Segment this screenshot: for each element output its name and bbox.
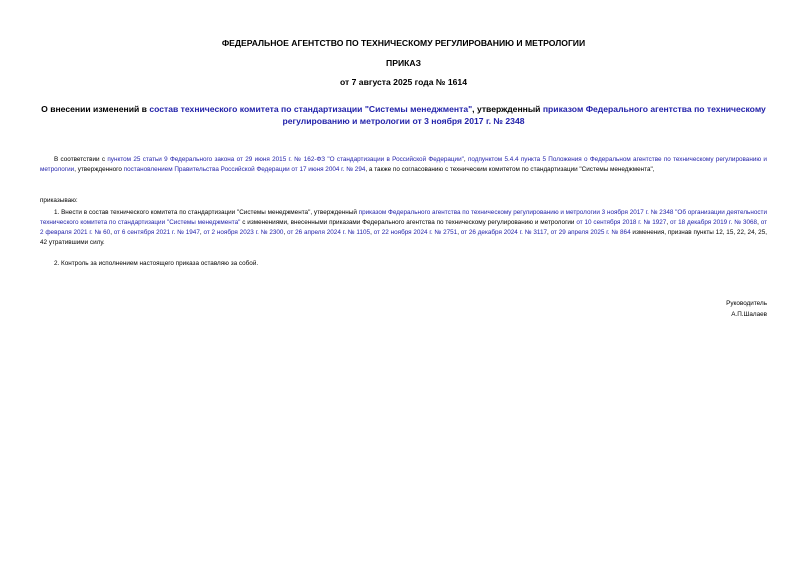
item-text: , <box>757 219 761 227</box>
item-text: , <box>547 229 551 237</box>
agency-heading: ФЕДЕРАЛЬНОЕ АГЕНТСТВО ПО ТЕХНИЧЕСКОМУ РЕГУЛИРОВАНИЮ И МЕТРОЛОГИИ <box>221 38 586 48</box>
signature-name: А.П.Шалаев <box>731 311 767 318</box>
basis-text: , а также по согласованию с техническим комитетом по стандартизации "Системы менеджмента", <box>365 166 655 174</box>
order-2348-link[interactable]: приказом Федерального агентства по техническому регулированию и метрологии от 3 ноября 2017 г. № 2348 <box>282 104 766 126</box>
order-item-1 <box>40 208 767 248</box>
item-text: , <box>199 229 204 237</box>
amendment-link-1105[interactable]: от 26 апреля 2024 г. № 1105 <box>287 229 371 237</box>
item-text: 1. Внести в состав технического комитета по стандартизации "Системы менеджмента", утвержденный <box>54 209 359 216</box>
document-subject <box>40 104 767 127</box>
committee-composition-link[interactable]: состав технического комитета по стандартизации "Системы менеджмента" <box>149 104 473 114</box>
regulation-link[interactable]: подпунктом 5.4.4 пункта 5 Положения о Федеральном агентстве по техническому регулированию и метрологии <box>40 156 767 174</box>
amendment-link-1927[interactable]: от 10 сентября 2018 г. № 1927 <box>576 219 667 227</box>
order-item-2: 2. Контроль за исполнением настоящего приказа оставляю за собой. <box>54 260 259 267</box>
subject-text: О внесении изменений в <box>41 104 150 114</box>
federal-law-link[interactable]: пунктом 25 статьи 9 Федерального закона от 29 июня 2015 г. № 162-ФЗ "О стандартизации в Российской Федерации" <box>107 156 464 163</box>
basis-text: , <box>463 156 468 163</box>
item-text: , <box>457 229 461 237</box>
document-type: ПРИКАЗ <box>386 58 421 68</box>
item-text: , <box>283 229 288 237</box>
item-text: , <box>370 229 374 237</box>
order-word: приказываю: <box>40 197 78 204</box>
basis-text: , утвержденного <box>74 166 124 174</box>
amendment-link-3068[interactable]: от 18 декабря 2019 г. № 3068 <box>669 219 758 227</box>
amendment-link-3117[interactable]: от 26 декабря 2024 г. № 3117 <box>460 229 548 237</box>
item-text: , <box>110 229 114 237</box>
amendment-link-1947[interactable]: от 6 сентября 2021 г. № 1947 <box>113 229 200 237</box>
basis-paragraph <box>40 155 767 175</box>
government-decree-link[interactable]: постановлением Правительства Российской Федерации от 17 июня 2004 г. № 294 <box>123 166 366 174</box>
amendment-link-2300[interactable]: от 2 ноября 2023 г. № 2300 <box>203 229 284 237</box>
item-text: , <box>666 219 670 227</box>
order-2348-full-link[interactable]: приказом Федерального агентства по техническому регулированию и метрологии 3 ноября 2017 г. № 2348 "Об организации деятельности технического комитета по стандартизации "Системы менеджмента" <box>40 209 767 227</box>
basis-text: В соответствии с <box>54 156 108 163</box>
date-number: от 7 августа 2025 года № 1614 <box>340 77 467 87</box>
signature-title: Руководитель <box>726 300 767 307</box>
amendment-link-2751[interactable]: от 22 ноября 2024 г. № 2751 <box>373 229 458 237</box>
amendment-link-60[interactable]: от 2 февраля 2021 г. № 60 <box>40 219 767 237</box>
subject-text: , утвержденный <box>472 104 543 114</box>
amendment-link-864[interactable]: от 29 апреля 2025 г. № 864 <box>550 229 631 237</box>
item-text: изменения, признав пункты 12, 15, 22, 24, 25, 42 утратившими силу. <box>40 229 767 247</box>
item-text: с изменениями, внесенными приказами Федерального агентства по техническому регулированию и метрологии <box>240 219 577 227</box>
